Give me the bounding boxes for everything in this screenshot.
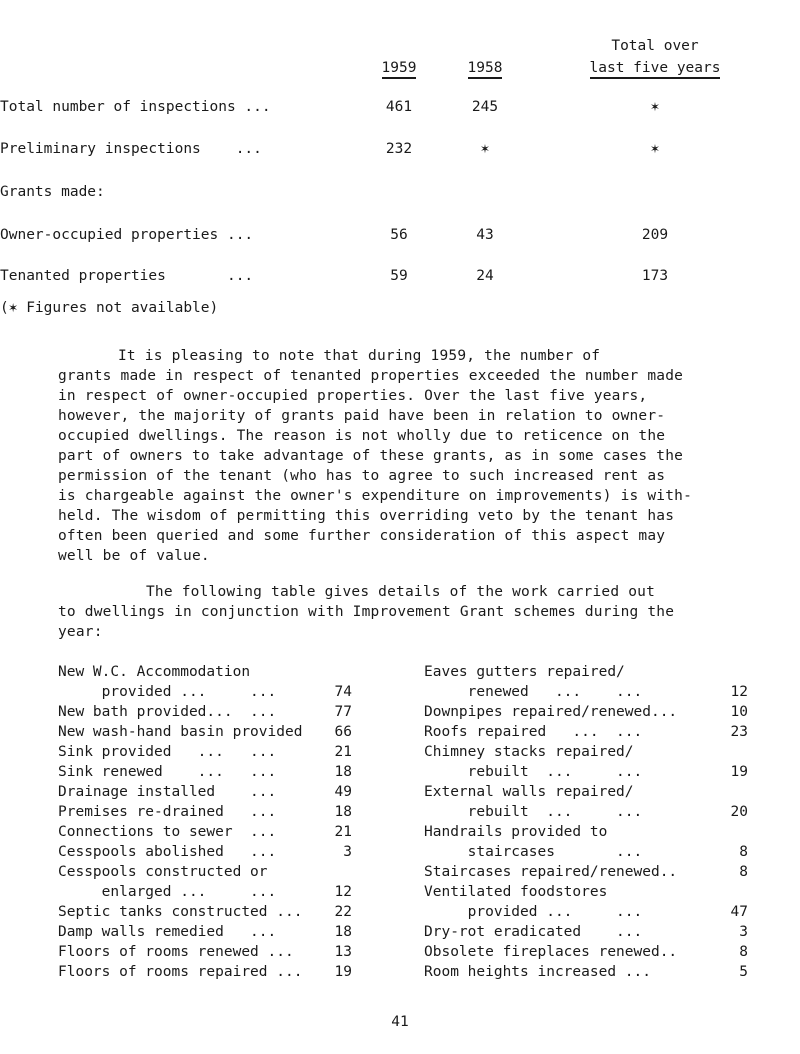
paragraph-table-intro [58,582,770,642]
list-item: Dry-rot eradicated ... [424,924,643,940]
item-count: 77 [334,704,352,720]
text-line: well be of value. [58,548,210,564]
cell-total: ✶ [650,141,660,157]
list-item: Handrails provided to [424,824,608,840]
list-item: Chimney stacks repaired/ [424,744,634,760]
works-right-values [714,662,748,982]
item-count: 5 [739,964,748,980]
list-item: Downpipes repaired/renewed... [424,704,678,720]
item-count: 66 [334,724,352,740]
list-item: enlarged ... ... [58,884,277,900]
text-line: The following table gives details of the work carried out [146,584,655,600]
list-item: New wash-hand basin provided [58,724,303,740]
cell-1958: 43 [476,227,494,243]
cell-total: 209 [641,227,669,243]
item-count [714,662,748,682]
list-item: provided ... ... [58,684,277,700]
cell-1959: 461 [385,99,413,115]
cell-1958: 24 [476,268,494,284]
item-count [714,822,748,842]
text-line: permission of the tenant (who has to agree to such increased rent as [58,468,666,484]
col-header-1958: 1958 [455,60,515,76]
item-count: 18 [334,804,352,820]
list-item: Room heights increased ... [424,964,651,980]
item-count: 8 [739,844,748,860]
item-count: 19 [730,764,748,780]
list-item: Drainage installed ... [58,784,277,800]
row-label: Tenanted properties ... [0,268,254,284]
cell-1958: 245 [471,99,499,115]
col-header-1959: 1959 [369,60,429,76]
cell-total: 173 [641,268,669,284]
item-count: 12 [334,884,352,900]
list-item: provided ... ... [424,904,643,920]
list-item: Eaves gutters repaired/ [424,664,625,680]
text-line: often been queried and some further consideration of this aspect may [58,528,666,544]
list-item: Sink provided ... ... [58,744,277,760]
item-count: 3 [343,844,352,860]
item-count: 19 [334,964,352,980]
list-item: Sink renewed ... ... [58,764,277,780]
item-count: 10 [730,704,748,720]
list-item: Cesspools constructed or [58,864,268,880]
cell-1959: 232 [385,141,413,157]
item-count: 18 [334,924,352,940]
item-count: 12 [730,684,748,700]
item-count [318,862,352,882]
item-count: 22 [334,904,352,920]
text-line: occupied dwellings. The reason is not wholly due to reticence on the [58,428,666,444]
list-item: Premises re-drained ... [58,804,277,820]
text-line: It is pleasing to note that during 1959, the number of [118,348,601,364]
works-left-values [318,662,352,982]
item-count [714,882,748,902]
item-count: 13 [334,944,352,960]
list-item: Floors of rooms renewed ... [58,944,294,960]
cell-1959: 59 [390,268,408,284]
item-count [318,662,352,682]
row-label: Owner-occupied properties ... [0,227,254,243]
table-footnote: (✶ Figures not available) [0,300,219,316]
list-item: Floors of rooms repaired ... [58,964,303,980]
item-count [714,782,748,802]
text-line: held. The wisdom of permitting this overriding veto by the tenant has [58,508,675,524]
list-item: Septic tanks constructed ... [58,904,303,920]
list-item: Obsolete fireplaces renewed.. [424,944,678,960]
col-header-total-line1: Total over [611,38,699,54]
item-count [714,742,748,762]
text-line: part of owners to take advantage of these grants, as in some cases the [58,448,684,464]
item-count: 74 [334,684,352,700]
item-count: 23 [730,724,748,740]
list-item: External walls repaired/ [424,784,634,800]
works-left-labels [58,662,338,982]
list-item: renewed ... ... [424,684,643,700]
item-count: 20 [730,804,748,820]
col-header-total-line2: last five years [575,60,735,76]
item-count: 21 [334,744,352,760]
list-item: New bath provided... ... [58,704,277,720]
text-line: grants made in respect of tenanted properties exceeded the number made [58,368,684,384]
list-item: Staircases repaired/renewed.. [424,864,678,880]
cell-1958: ✶ [480,141,490,157]
item-count: 8 [739,864,748,880]
list-item: Roofs repaired ... ... [424,724,643,740]
text-line: year: [58,624,103,640]
cell-1959: 56 [390,227,408,243]
list-item: rebuilt ... ... [424,764,643,780]
item-count: 8 [739,944,748,960]
item-count: 3 [739,924,748,940]
cell-total: ✶ [650,99,660,115]
works-right-labels [424,662,724,982]
row-label: Preliminary inspections ... [0,141,262,157]
section-label-grants: Grants made: [0,184,105,200]
item-count: 47 [730,904,748,920]
list-item: Ventilated foodstores [424,884,608,900]
list-item: New W.C. Accommodation [58,664,251,680]
list-item: Connections to sewer ... [58,824,277,840]
text-line: however, the majority of grants paid have been in relation to owner- [58,408,666,424]
text-line: is chargeable against the owner's expenditure on improvements) is with- [58,488,693,504]
text-line: in respect of owner-occupied properties. Over the last five years, [58,388,648,404]
item-count: 21 [334,824,352,840]
item-count: 49 [334,784,352,800]
paragraph-grants-commentary [58,346,770,566]
row-label: Total number of inspections ... [0,99,271,115]
list-item: rebuilt ... ... [424,804,643,820]
list-item: staircases ... [424,844,643,860]
text-line: to dwellings in conjunction with Improvement Grant schemes during the [58,604,675,620]
list-item: Damp walls remedied ... [58,924,277,940]
item-count: 18 [334,764,352,780]
list-item: Cesspools abolished ... [58,844,277,860]
page-number: 41 [391,1014,409,1030]
